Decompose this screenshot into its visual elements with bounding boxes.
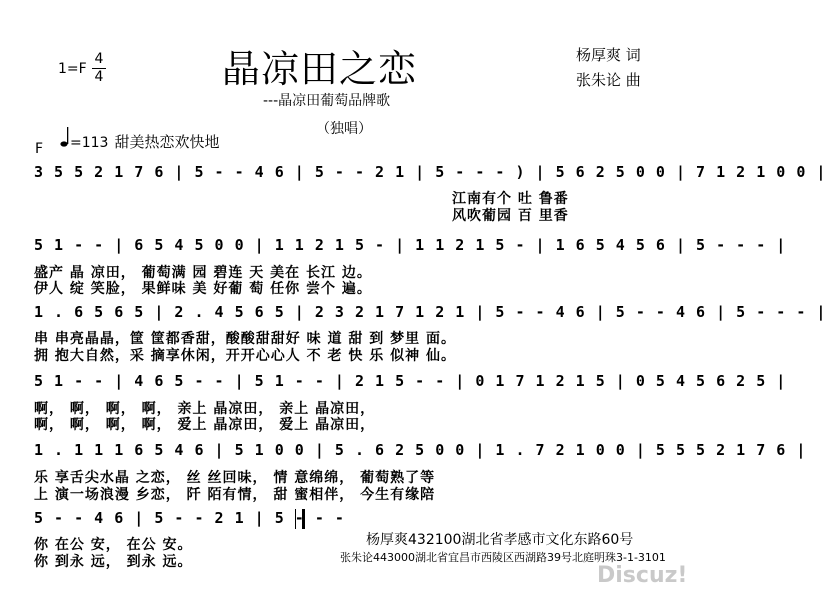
- lyric-row-5-verse-2: 上 演一场浪漫 乡恋， 阡 陌有情， 甜 蜜相伴， 今生有缘陪: [34, 487, 436, 503]
- score-row-4: 5 1 - - | 4 6 5 - - | 5 1 - - | 2 1 5 - - | 0 1 7 1 2 1 5 | 0 5 4 5 6 2 5 |: [34, 372, 787, 390]
- address-composer: 张朱论443000湖北省宜昌市西陵区西湖路39号北庭明珠3-1-3101: [340, 551, 666, 564]
- score-row-2: 5 1 - - | 6 5 4 5 0 0 | 1 1 2 1 5 - | 1 1 2 1 5 - | 1 6 5 4 5 6 | 5 - - - |: [34, 236, 787, 254]
- lyric-row-1-verse-1: 江南有个 吐 鲁番: [452, 191, 569, 207]
- score-row-1: 3 5 5 2 1 7 6 | 5 - - 4 6 | 5 - - 2 1 | 5 - - - ) | 5 6 2 5 0 0 | 7 1 2 1 0 0 |: [34, 163, 826, 181]
- key-signature: 1=F: [58, 61, 87, 77]
- final-barline: [295, 509, 305, 529]
- quarter-note-icon: [60, 126, 70, 148]
- score-row-5: 1 . 1 1 1 6 5 4 6 | 5 1 0 0 | 5 . 6 2 5 0 0 | 1 . 7 2 1 0 0 | 5 5 5 2 1 7 6 |: [34, 441, 807, 459]
- lyric-row-6-verse-1: 你 在公 安， 在公 安。: [34, 537, 193, 553]
- tempo-mood: 甜美热恋欢快地: [114, 133, 220, 151]
- lyric-row-1-verse-2: 风吹葡园 百 里香: [452, 208, 569, 224]
- score-row-3: 1 . 6 5 6 5 | 2 . 4 5 6 5 | 2 3 2 1 7 1 2 1 | 5 - - 4 6 | 5 - - 4 6 | 5 - - - |: [34, 303, 826, 321]
- address-lyricist: 杨厚爽432100湖北省孝感市文化东路60号: [366, 532, 634, 548]
- lyric-row-4-verse-1: 啊， 啊， 啊， 啊， 亲上 晶凉田， 亲上 晶凉田，: [34, 401, 376, 417]
- lyric-row-2-verse-1: 盛产 晶 凉田， 葡萄满 园 碧连 天 美在 长江 边。: [34, 265, 372, 281]
- time-signature-bottom: 4: [94, 69, 104, 85]
- tempo-marking: [70, 131, 219, 152]
- score-row-6: 5 - - 4 6 | 5 - - 2 1 | 5 - - -: [34, 509, 345, 527]
- song-subtitle: ---晶凉田葡萄品牌歌: [263, 93, 391, 109]
- lyric-row-6-verse-2: 你 到永 远， 到永 远。: [34, 554, 193, 570]
- tempo-value: =113: [70, 135, 109, 151]
- lyric-row-3-verse-1: 串 串亮晶晶，筐 筐都香甜，酸酸甜甜好 味 道 甜 到 梦里 面。: [34, 331, 456, 347]
- lyric-row-5-verse-1: 乐 享舌尖水晶 之恋， 丝 丝回味， 情 意绵绵， 葡萄熟了等: [34, 470, 436, 486]
- lyric-row-3-verse-2: 拥 抱大自然，采 摘享休闲，开开心心人 不 老 快 乐 似神 仙。: [34, 348, 456, 364]
- lyric-row-2-verse-2: 伊人 绽 笑脸， 果鲜味 美 好葡 萄 任你 尝个 遍。: [34, 281, 372, 297]
- song-title: 晶凉田之恋: [222, 47, 418, 91]
- watermark: Discuz!: [597, 563, 688, 588]
- lyric-row-4-verse-2: 啊， 啊， 啊， 啊， 爱上 晶凉田， 爱上 晶凉田，: [34, 417, 376, 433]
- time-signature: [92, 52, 106, 85]
- tempo-key-letter: F: [35, 141, 44, 157]
- lyricist-credit: 杨厚爽 词: [576, 46, 641, 64]
- composer-credit: 张朱论 曲: [576, 71, 641, 89]
- performance-form: （独唱）: [316, 121, 372, 137]
- time-signature-top: 4: [94, 51, 104, 67]
